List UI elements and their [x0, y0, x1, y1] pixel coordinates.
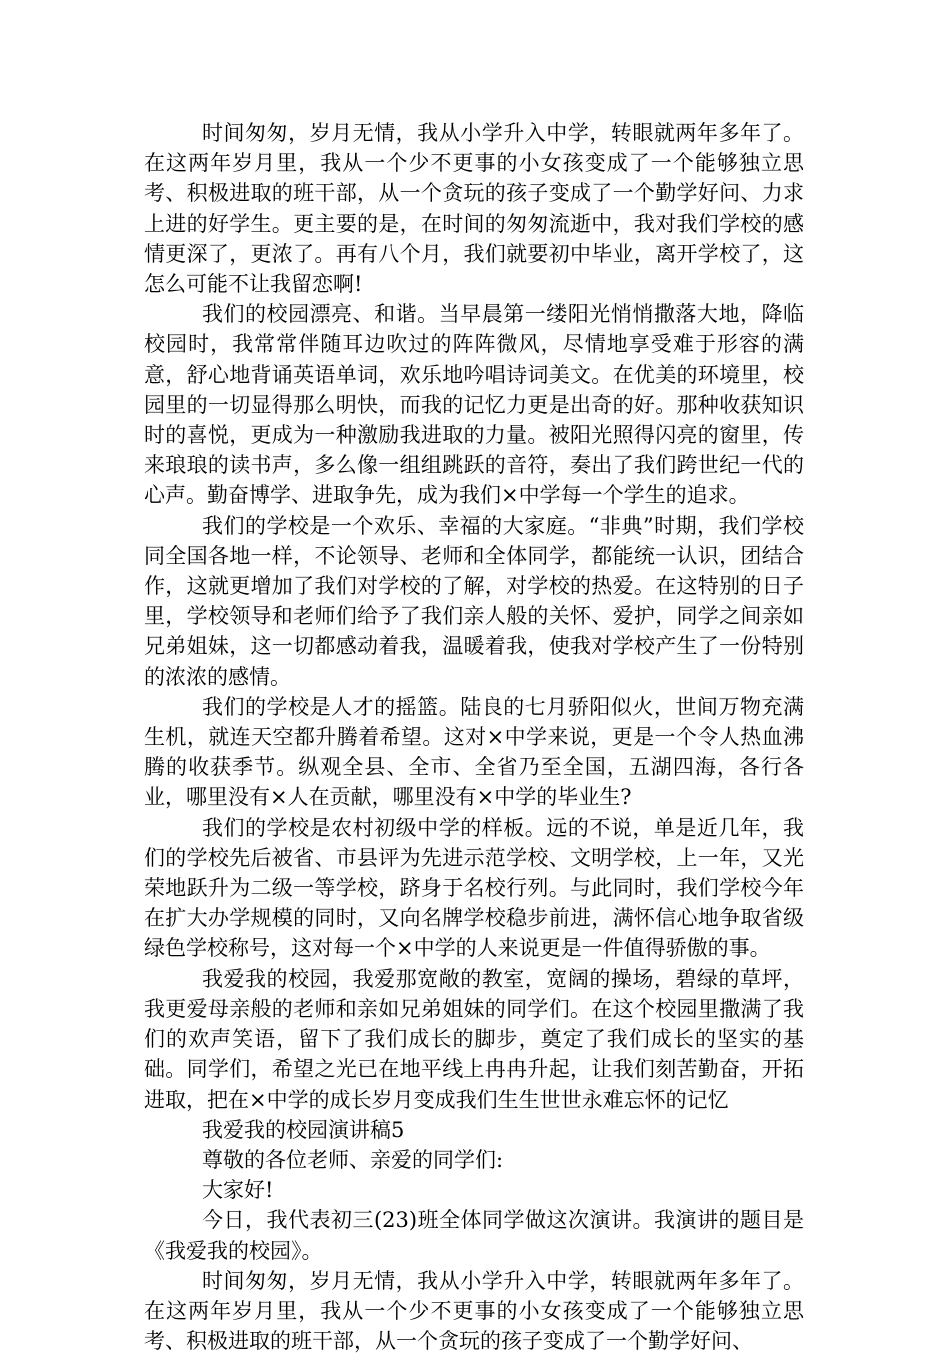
speech-heading: 我爱我的校园演讲稿5 — [202, 1117, 405, 1142]
paragraph-intro: 今日，我代表初三(23)班全体同学做这次演讲。我演讲的题目是《我爱我的校园》。 — [144, 1208, 804, 1263]
paragraph-3: 我们的学校是一个欢乐、幸福的大家庭。“非典”时期，我们学校同全国各地一样，不论领导、老师和全体同学，都能统一认识，团结合作，这就更增加了我们对学校的了解，对学校的热爱。在这特别的日子里，学校领导和老师们给予了我们亲人般的关怀、爱护，同学之间亲如兄弟姐妹，这一切都感动着我，温暖着我，使我对学校产生了一份特别的浓浓的感情。 — [144, 513, 804, 689]
paragraph-6: 我爱我的校园，我爱那宽敞的教室，宽阔的操场，碧绿的草坪，我更爱母亲般的老师和亲如兄弟姐妹的同学们。在这个校园里撒满了我们的欢声笑语，留下了我们成长的脚步，奠定了我们成长的坚实的基础。同学们，希望之光已在地平线上冉冉升起，让我们刻苦勤奋，开拓进取，把在×中学的成长岁月变成我们生生世世永难忘怀的记忆 — [144, 966, 804, 1112]
greeting: 大家好! — [202, 1178, 274, 1203]
salutation: 尊敬的各位老师、亲爱的同学们: — [202, 1147, 504, 1172]
paragraph-2: 我们的校园漂亮、和谐。当早晨第一缕阳光悄悄撒落大地，降临校园时，我常常伴随耳边吹过的阵阵微风，尽情地享受难于形容的满意，舒心地背诵英语单词，欢乐地吟唱诗词美文。在优美的环境里，校园里的一切显得那么明快，而我的记忆力更是出奇的好。那种收获知识时的喜悦，更成为一种激励我进取的力量。被阳光照得闪亮的窗里，传来琅琅的读书声，多么像一组组跳跃的音符，奏出了我们跨世纪一代的心声。勤奋博学、进取争先，成为我们×中学每一个学生的追求。 — [144, 302, 804, 508]
paragraph-4: 我们的学校是人才的摇篮。陆良的七月骄阳似火，世间万物充满生机，就连天空都升腾着希望。这对×中学来说，更是一个令人热血沸腾的收获季节。纵观全县、全市、全省乃至全国，五湖四海，各行各业，哪里没有×人在贡献，哪里没有×中学的毕业生? — [144, 694, 804, 810]
paragraph-1: 时间匆匆，岁月无情，我从小学升入中学，转眼就两年多年了。在这两年岁月里，我从一个少不更事的小女孩变成了一个能够独立思考、积极进取的班干部，从一个贪玩的孩子变成了一个勤学好问、力求上进的好学生。更主要的是，在时间的匆匆流逝中，我对我们学校的感情更深了，更浓了。再有八个月，我们就要初中毕业，离开学校了，这怎么可能不让我留恋啊! — [144, 121, 804, 297]
document-body — [144, 118, 804, 1356]
paragraph-repeat: 时间匆匆，岁月无情，我从小学升入中学，转眼就两年多年了。在这两年岁月里，我从一个少不更事的小女孩变成了一个能够独立思考、积极进取的班干部，从一个贪玩的孩子变成了一个勤学好问、 — [144, 1268, 804, 1354]
paragraph-5: 我们的学校是农村初级中学的样板。远的不说，单是近几年，我们的学校先后被省、市县评为先进示范学校、文明学校，上一年，又光荣地跃升为二级一等学校，跻身于名校行列。与此同时，我们学校今年在扩大办学规模的同时，又向名牌学校稳步前进，满怀信心地争取省级绿色学校称号，这对每一个×中学的人来说更是一件值得骄傲的事。 — [144, 815, 804, 961]
